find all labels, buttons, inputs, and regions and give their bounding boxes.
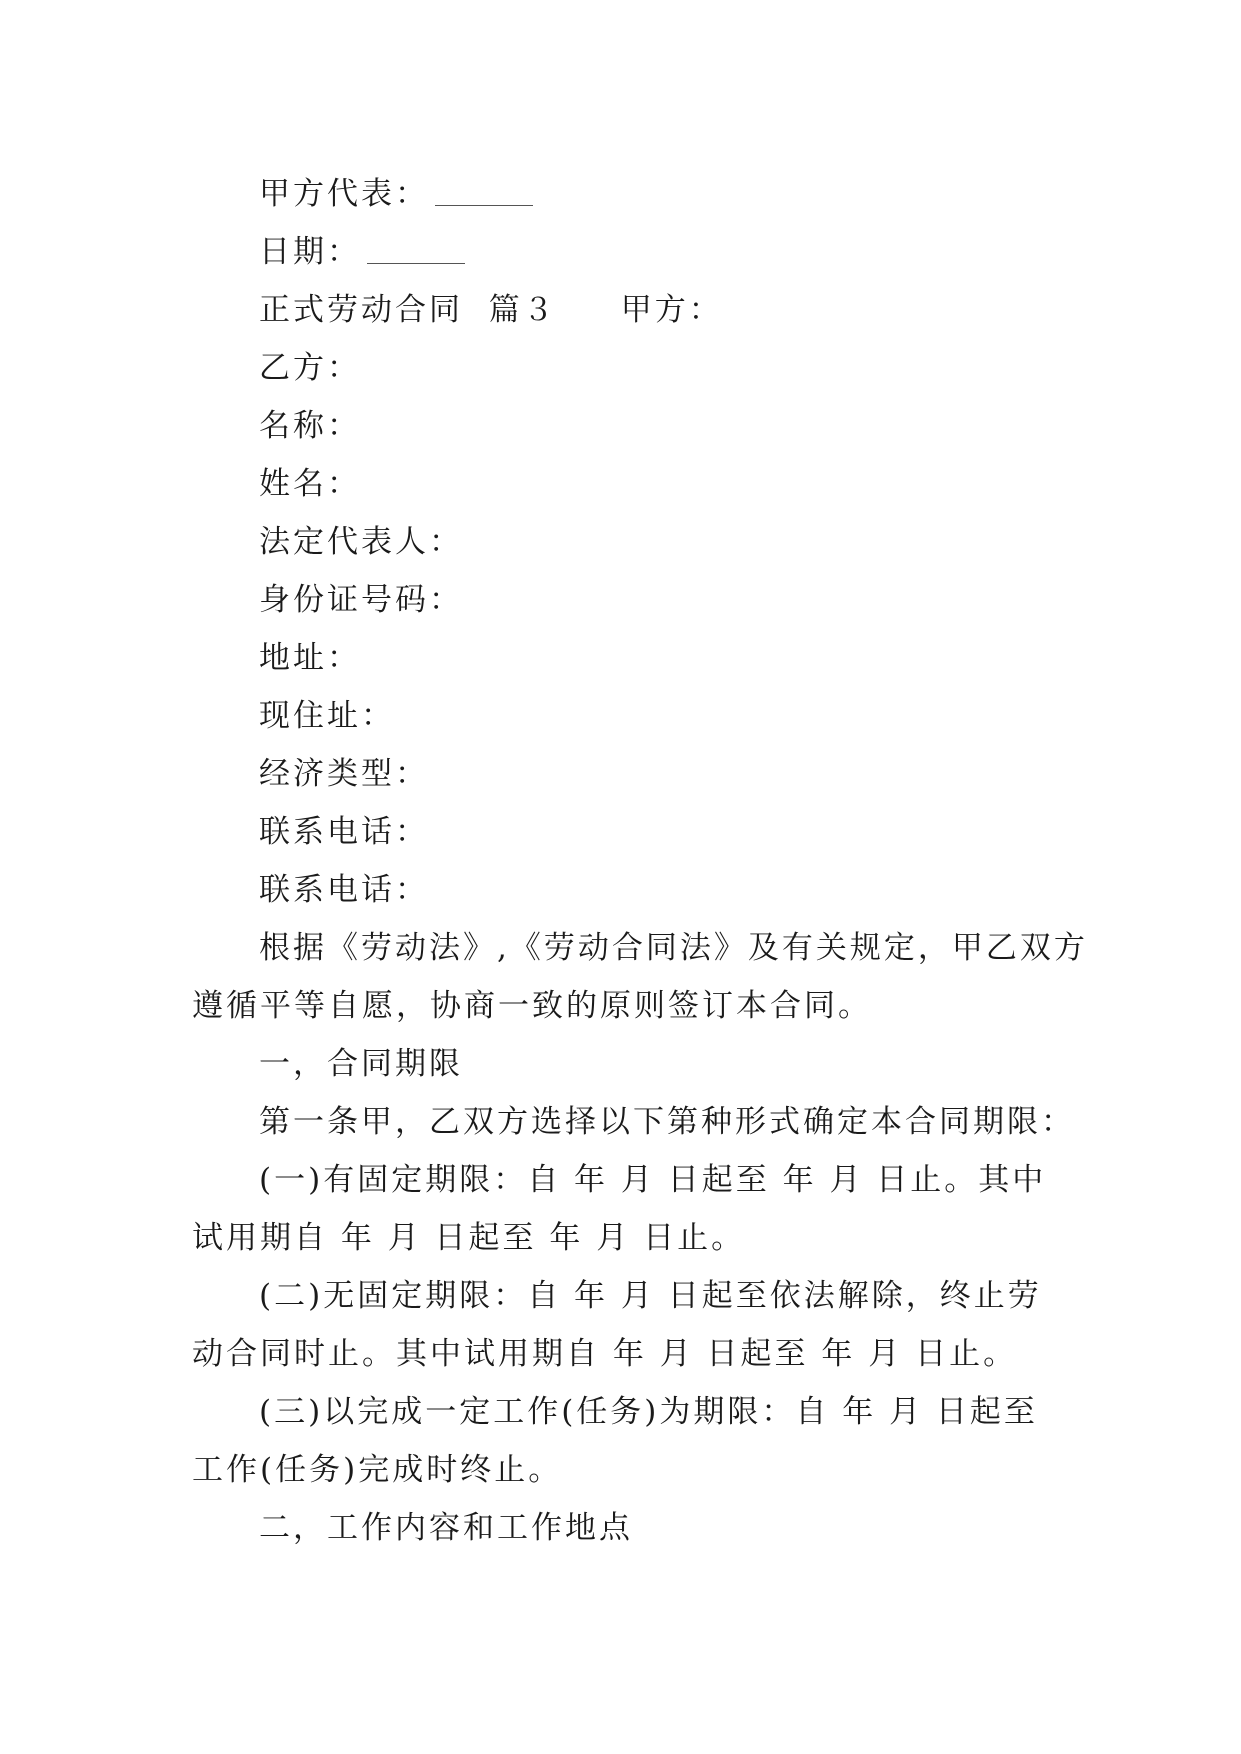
section-1-heading: 一，合同期限 xyxy=(259,1046,463,1082)
date-line xyxy=(259,226,465,271)
field-address: 地址： xyxy=(259,640,361,676)
option-1-line-2: 试用期自 年 月 日起至 年 月 日止。 xyxy=(192,1220,746,1256)
party-a-representative-line xyxy=(259,168,533,213)
option-3-line-1: (三)以完成一定工作(任务)为期限：自 年 月 日起至 xyxy=(259,1394,1038,1430)
field-id-number: 身份证号码： xyxy=(259,582,463,618)
section-2-heading: 二，工作内容和工作地点 xyxy=(259,1510,633,1546)
option-2-line-1: (二)无固定期限：自 年 月 日起至依法解除，终止劳 xyxy=(259,1278,1042,1314)
party-a-label: 甲方： xyxy=(620,292,723,328)
preamble-line-1: 根据《劳动法》,《劳动合同法》及有关规定，甲乙双方 xyxy=(259,930,1088,966)
article-1: 第一条甲，乙双方选择以下第种形式确定本合同期限： xyxy=(259,1104,1075,1140)
option-2-line-2: 动合同时止。其中试用期自 年 月 日起至 年 月 日止。 xyxy=(192,1336,1018,1372)
field-phone-2: 联系电话： xyxy=(259,872,429,908)
date-blank xyxy=(367,241,465,264)
field-economic-type: 经济类型： xyxy=(259,756,429,792)
party-a-representative-label: 甲方代表： xyxy=(259,176,429,212)
contract-title: 正式劳动合同 xyxy=(259,292,463,328)
contract-title-line xyxy=(259,284,723,329)
contract-part: 篇３ xyxy=(488,292,557,328)
party-a-representative-blank xyxy=(435,183,533,206)
field-legal-representative: 法定代表人： xyxy=(259,524,463,560)
preamble-line-2: 遵循平等自愿，协商一致的原则签订本合同。 xyxy=(192,988,872,1024)
option-1-line-1: (一)有固定期限：自 年 月 日起至 年 月 日止。其中 xyxy=(259,1162,1047,1198)
field-person-name: 姓名： xyxy=(259,466,361,502)
date-label: 日期： xyxy=(259,234,361,270)
field-phone-1: 联系电话： xyxy=(259,814,429,850)
field-name: 名称： xyxy=(259,408,361,444)
option-3-line-2: 工作(任务)完成时终止。 xyxy=(192,1452,563,1488)
field-party-b: 乙方： xyxy=(259,350,361,386)
field-current-address: 现住址： xyxy=(259,698,395,734)
